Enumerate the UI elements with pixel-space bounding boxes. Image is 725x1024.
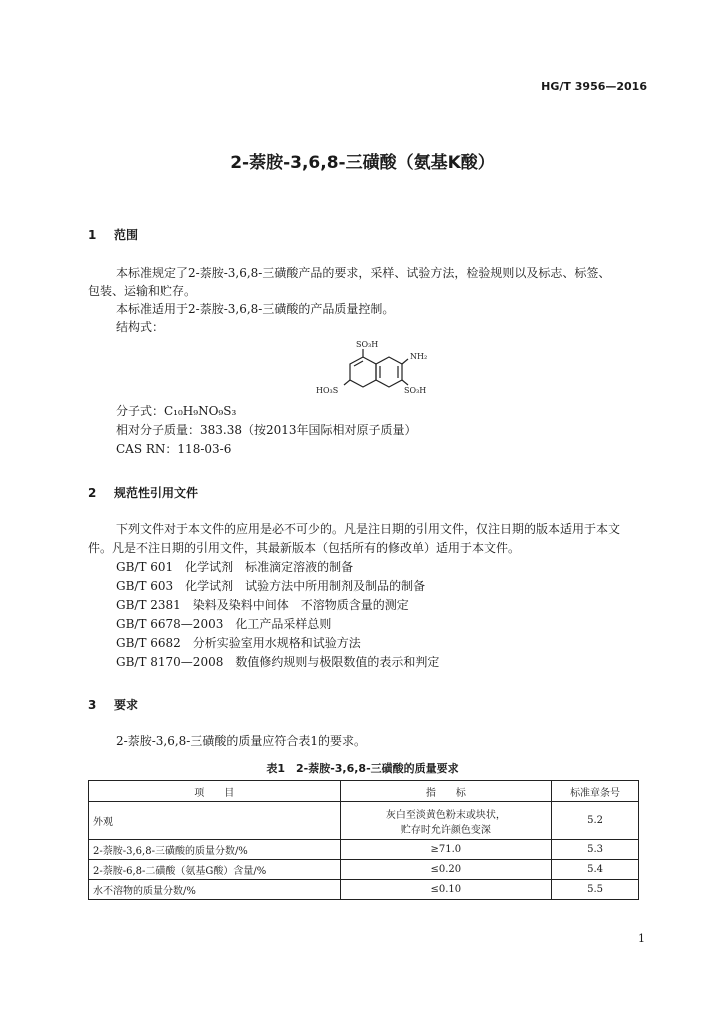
row-spec: ≤0.10 (340, 880, 552, 900)
reference-item: GB/T 8170—2008 数值修约规则与极限数值的表示和判定 (116, 655, 440, 669)
row-item: 外观 (89, 802, 341, 840)
section-1-number: 1 (88, 228, 97, 242)
header-clause: 标准章条号 (552, 781, 639, 802)
structure-label: 结构式： (116, 320, 165, 334)
cas-number: CAS RN：118-03-6 (116, 442, 232, 456)
section-2-number: 2 (88, 486, 97, 500)
row-item: 2-萘胺-3,6,8-三磺酸的质量分数/% (89, 840, 341, 860)
section-2-title: 规范性引用文件 (114, 486, 199, 500)
row-clause: 5.4 (552, 860, 639, 880)
reference-item: GB/T 603 化学试剂 试验方法中所用制剂及制品的制备 (116, 579, 426, 593)
molecular-formula: 分子式：C₁₀H₉NO₉S₃ (116, 404, 237, 418)
row-item: 2-萘胺-6,8-二磺酸（氨基G酸）含量/% (89, 860, 341, 880)
section-1-title: 范围 (114, 228, 139, 242)
reference-item: GB/T 601 化学试剂 标准滴定溶液的制备 (116, 560, 354, 574)
table-row (89, 802, 639, 840)
so3h-right-label: SO₃H (404, 386, 427, 395)
scope-paragraph-1-line-1: 本标准规定了2-萘胺-3,6,8-三磺酸产品的要求，采样、试验方法，检验规则以及标志、标签、 (116, 266, 611, 280)
row-spec-line-1: 灰白至淡黄色粉末或块状， (385, 809, 506, 821)
section-3-title: 要求 (114, 698, 139, 712)
table-row (89, 860, 639, 880)
header-item: 项 目 (89, 781, 341, 802)
quality-requirements-table (88, 780, 639, 900)
nh2-label: NH₂ (410, 352, 428, 361)
molecular-mass: 相对分子质量：383.38（按2013年国际相对原子质量） (116, 423, 417, 437)
table-caption: 表1 2-萘胺-3,6,8-三磺酸的质量要求 (266, 762, 459, 775)
section-3-heading (88, 696, 138, 713)
row-item: 水不溶物的质量分数/% (89, 880, 341, 900)
row-spec-line-2: 贮存时允许颜色变深 (400, 824, 491, 836)
reference-item: GB/T 6678—2003 化工产品采样总则 (116, 617, 332, 631)
table-row (89, 840, 639, 860)
row-clause: 5.2 (552, 802, 639, 840)
reference-item: GB/T 2381 染料及染料中间体 不溶物质含量的测定 (116, 598, 409, 612)
structural-formula (300, 338, 460, 406)
header-spec: 指 标 (340, 781, 552, 802)
scope-paragraph-1-line-2: 包装、运输和贮存。 (88, 284, 197, 298)
section-1-heading (88, 226, 138, 243)
standard-code: HG/T 3956—2016 (541, 80, 647, 93)
reference-item: GB/T 6682 分析实验室用水规格和试验方法 (116, 636, 361, 650)
ho3s-label: HO₃S (316, 386, 339, 395)
requirements-text: 2-萘胺-3,6,8-三磺酸的质量应符合表1的要求。 (116, 734, 366, 748)
document-title: 2-萘胺-3,6,8-三磺酸（氨基K酸） (230, 153, 495, 173)
references-intro-line-2: 件。凡是不注日期的引用文件，其最新版本（包括所有的修改单）适用于本文件。 (88, 541, 521, 555)
scope-paragraph-2: 本标准适用于2-萘胺-3,6,8-三磺酸的产品质量控制。 (116, 302, 395, 316)
references-intro-line-1: 下列文件对于本文件的应用是必不可少的。凡是注日期的引用文件，仅注日期的版本适用于本文 (116, 522, 621, 536)
row-clause: 5.5 (552, 880, 639, 900)
so3h-top-label: SO₃H (356, 340, 379, 349)
table-header-row (89, 781, 639, 802)
section-2-heading (88, 484, 198, 501)
page-number: 1 (638, 932, 645, 945)
row-spec: ≥71.0 (340, 840, 552, 860)
row-spec (340, 802, 552, 840)
table-row (89, 880, 639, 900)
section-3-number: 3 (88, 698, 97, 712)
row-spec: ≤0.20 (340, 860, 552, 880)
row-clause: 5.3 (552, 840, 639, 860)
